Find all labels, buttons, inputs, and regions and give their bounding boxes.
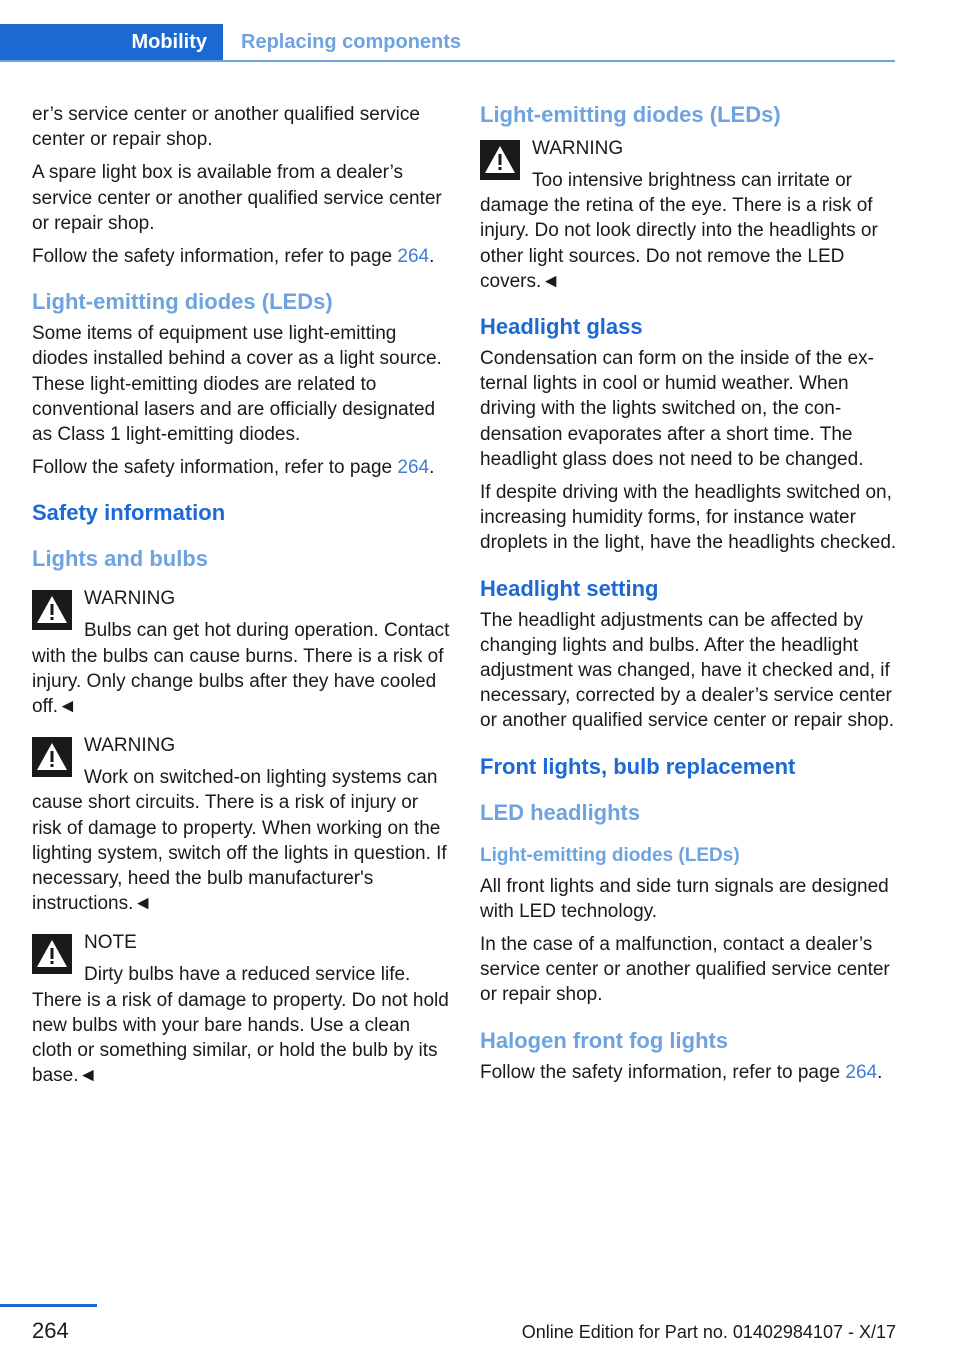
paragraph: Some items of equipment use light-emitting diodes installed behind a cover as a light source. These light-emitting diodes are related to conventional lasers and are officially designated as Class 1 light-emitting diodes.	[32, 323, 442, 446]
subsection-tab-replacing-components[interactable]: Replacing components	[241, 30, 462, 53]
section-tab-mobility[interactable]: Mobility	[0, 24, 223, 60]
warning-label: WARNING	[532, 138, 624, 159]
warning-text: Work on switched-on lighting systems can cause short circuits. There is a risk of injury or risk of damage to property. When working on the lighting system, switch off the lights in question. If necessary, heed the bulb manufacturer's instructions.◄	[32, 767, 447, 915]
note-notice	[32, 930, 450, 1088]
paragraph: In the case of a malfunction, contact a dealer’s service center or another qualified service center or repair shop.	[480, 934, 890, 1006]
warning-notice	[480, 136, 898, 294]
warning-triangle-icon	[480, 140, 520, 180]
warning-notice	[32, 733, 450, 916]
paragraph-with-link: Follow the safety information, refer to page 264.	[480, 1061, 883, 1083]
heading-headlight-glass: Headlight glass	[480, 314, 643, 340]
header-rule	[0, 60, 895, 62]
warning-label: WARNING	[84, 588, 176, 610]
paragraph-with-link: Follow the safety information, refer to page 264.	[32, 457, 435, 479]
paragraph: er’s service center or another qualified service center or repair shop.	[32, 104, 420, 151]
heading-headlight-setting: Headlight setting	[480, 575, 659, 601]
heading-safety-information: Safety information	[32, 500, 226, 526]
page-header	[0, 24, 895, 62]
paragraph: Condensation can form on the inside of the external lights in cool or humid weather. When driving with the lights switched on, the condensation evaporates after a short time. The headlight glass does not need to be changed.	[480, 348, 874, 470]
edition-text: Online Edition for Part no. 01402984107 - X/17	[521, 1322, 896, 1342]
warning-triangle-icon	[32, 934, 72, 974]
heading-halogen-fog-lights: Halogen front fog lights	[480, 1027, 729, 1053]
heading-front-lights: Front lights, bulb replacement	[480, 753, 796, 779]
note-text: Dirty bulbs have a reduced service life. There is a risk of damage to property. Do not hold new bulbs with your bare hands. Use a clean cloth or something similar, or hold the bulb by its base.◄	[32, 964, 449, 1087]
page-number: 264	[32, 1318, 69, 1343]
page-link[interactable]: 264	[845, 1061, 878, 1083]
paragraph: All front lights and side turn signals are designed with LED technology.	[480, 875, 889, 922]
right-column	[480, 102, 898, 1093]
warning-triangle-icon	[32, 737, 72, 777]
warning-text: Too intensive brightness can irritate or damage the retina of the eye. There is a risk of injury. Do not look directly into the headlights or other light sources. Do not remove the LED covers.◄	[480, 170, 878, 292]
heading-leds: Light-emitting diodes (LEDs)	[480, 102, 781, 127]
left-column	[32, 102, 450, 1096]
paragraph: A spare light box is available from a dealer’s service center or another qualified service center or repair shop.	[32, 162, 442, 234]
warning-text: Bulbs can get hot during operation. Contact with the bulbs can cause burns. There is a risk of injury. Only change bulbs after they have cooled off.◄	[32, 620, 450, 718]
warning-notice	[32, 586, 450, 719]
page-link[interactable]: 264	[397, 457, 430, 479]
subheading-leds: Light-emitting diodes (LEDs)	[480, 844, 740, 866]
note-label: NOTE	[84, 932, 137, 954]
heading-leds: Light-emitting diodes (LEDs)	[32, 289, 333, 315]
paragraph: The headlight adjustments can be affected by changing lights and bulbs. After the headlight adjustment was changed, have it checked and, if necessary, corrected by a dealer’s service center or another qualified service center or repair shop.	[480, 609, 895, 732]
paragraph-with-link: Follow the safety information, refer to page 264.	[32, 246, 435, 268]
page-link[interactable]: 264	[397, 246, 430, 268]
warning-label: WARNING	[84, 735, 176, 757]
heading-lights-and-bulbs: Lights and bulbs	[32, 546, 208, 572]
footer-rule	[0, 1304, 97, 1307]
warning-triangle-icon	[32, 590, 72, 630]
paragraph: If despite driving with the headlights switched on, increasing humidity forms, for instance water droplets in the light, have the headlights checked.	[480, 482, 897, 554]
heading-led-headlights: LED headlights	[480, 799, 641, 825]
